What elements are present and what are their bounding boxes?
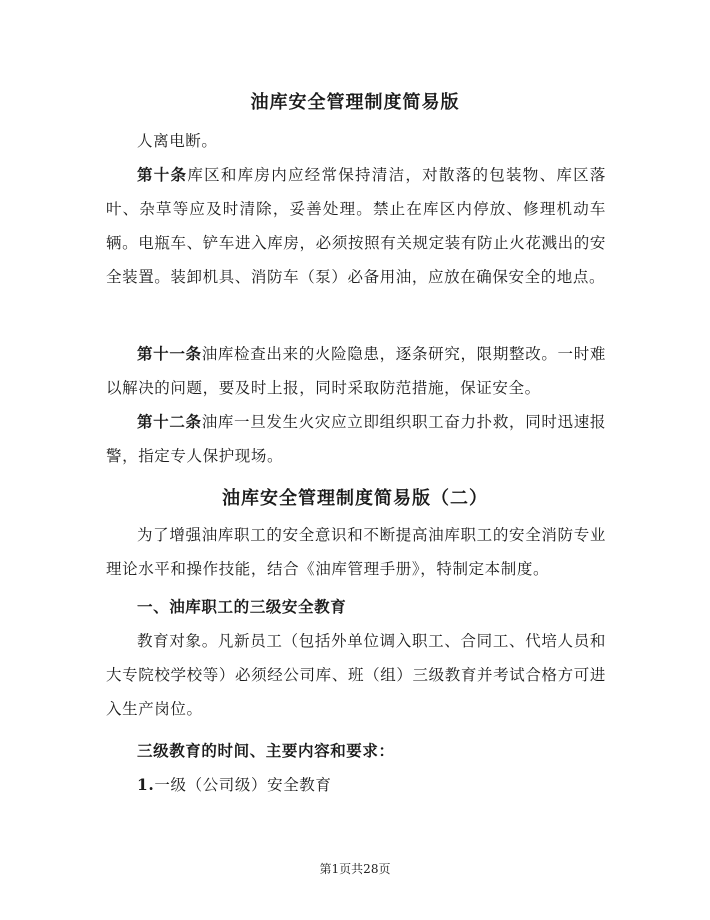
intro-paragraph [106,124,606,158]
target-paragraph [106,624,606,726]
heading-three-level-education: 一、油库职工的三级安全教育 [137,597,347,616]
section-2-title: 油库安全管理制度简易版（二） [222,488,488,509]
intro-text: 人离电断。 [137,132,218,150]
article-12-text: 油库一旦发生火灾应立即组织职工奋力扑救，同时迅速报警，指定专人保护现场。 [106,413,606,465]
article-12-lead: 第十二条 [137,412,202,431]
page-number-footer: 第1页共28页 [319,862,391,876]
article-11-paragraph [106,337,606,405]
article-12-paragraph [106,405,606,473]
heading-time-content-requirements: 三级教育的时间、主要内容和要求： [137,741,395,760]
article-11-lead: 第十一条 [137,344,202,363]
purpose-text: 为了增强油库职工的安全意识和不断提高油库职工的安全消防专业理论水平和操作技能，结合《油库管理手册》，特制定本制度。 [106,526,606,578]
list-item-1-number: 1. [137,775,155,794]
document-title: 油库安全管理制度简易版 [250,92,460,113]
purpose-paragraph [106,518,606,586]
article-11-text: 油库检查出来的火险隐患，逐条研究，限期整改。一时难以解决的问题，要及时上报，同时采取防范措施，保证安全。 [106,345,606,397]
list-item-1 [106,768,606,802]
list-item-1-text: 一级（公司级）安全教育 [154,776,332,794]
article-10-text: 库区和库房内应经常保持清洁，对散落的包装物、库区落叶、杂草等应及时清除，妥善处理。禁止在库区内停放、修理机动车辆。电瓶车、铲车进入库房，必须按照有关规定装有防止火花溅出的安全装置。装卸机具、消防车（泵）必备用油，应放在确保安全的地点。 [106,166,606,286]
target-text: 教育对象。凡新员工（包括外单位调入职工、合同工、代培人员和大专院校学校等）必须经公司库、班（组）三级教育并考试合格方可进入生产岗位。 [106,632,606,718]
article-10-paragraph [106,158,606,294]
article-10-lead: 第十条 [137,165,188,184]
